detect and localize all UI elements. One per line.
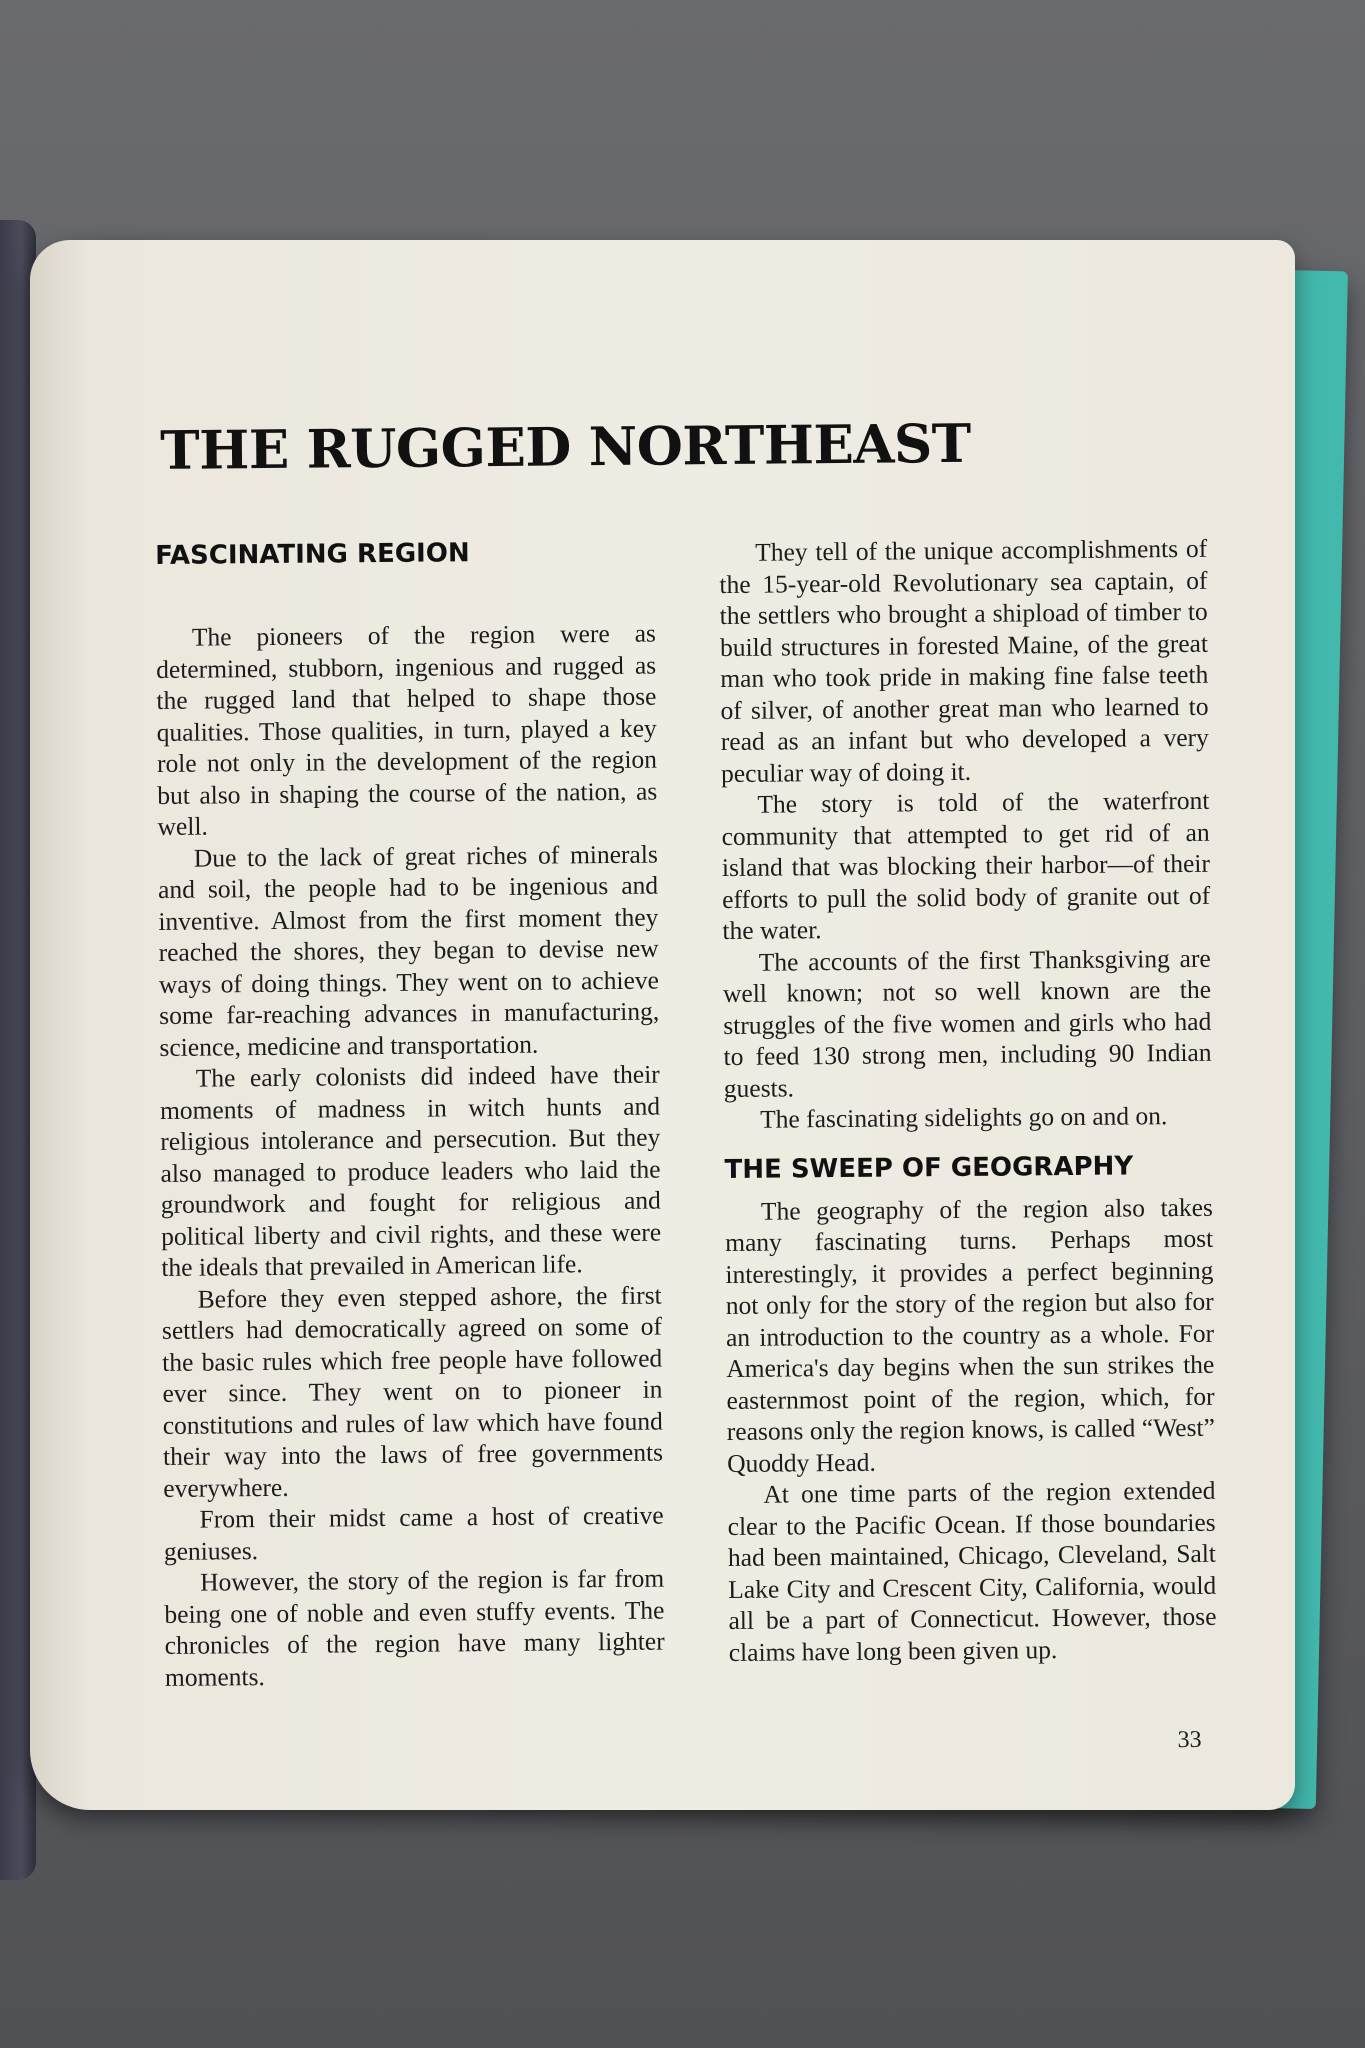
paragraph: The accounts of the first Thanksgiving are well known; not so well known are the struggles of the five women and girls who had to feed 130 strong men, including 90 Indian guests.: [722, 943, 1212, 1103]
section-heading-fascinating-region: FASCINATING REGION: [155, 538, 470, 571]
right-column: [719, 533, 1217, 1668]
paragraph: At one time parts of the region extended clear to the Pacific Ocean. If those boundaries had been maintained, Chicago, Cleveland, Salt Lake City and Crescent City, California, would all be a part of Connecticut. However, those claims have long been given up.: [727, 1475, 1217, 1667]
left-column: [155, 536, 665, 1693]
paragraph: The story is told of the waterfront community that attempted to get rid of an island that was blocking their harbor—of their efforts to pull the solid body of granite out of the water.: [721, 785, 1211, 946]
paragraph: The pioneers of the region were as determined, stubborn, ingenious and rugged as the rugged land that helped to shape those qualities. Those qualities, in turn, played a key role not only in the development of the region but also in shaping the course of the nation, as well.: [156, 618, 658, 841]
page-content: [150, 411, 1222, 1780]
section-heading-sweep-of-geography: THE SWEEP OF GEOGRAPHY: [724, 1150, 1134, 1185]
paragraph: The early colonists did indeed have their moments of madness in witch hunts and religious intolerance and persecution. But they also managed to produce leaders who laid the groundwork and fought for religious and political liberty and civil rights, and these were the ideals that prevailed in American life.: [159, 1059, 662, 1282]
paragraph: They tell of the unique accomplishments of the 15-year-old Revolutionary sea captain, of the settlers who brought a shipload of timber to build structures in forested Maine, of the great man who took pride in making fine false teeth of silver, of another great man who learned to read as an infant but who developed a very peculiar way of doing it.: [719, 533, 1209, 788]
paragraph: Before they even stepped ashore, the first settlers had democratically agreed on some of the basic rules which free people have followed ever since. They went on to pioneer in constitutions and rules of law which have found their way into the laws of free governments everywhere.: [161, 1280, 664, 1503]
paragraph: The fascinating sidelights go on and on.: [759, 1101, 1168, 1134]
paragraph: Due to the lack of great riches of minerals and soil, the people had to be ingenious and inventive. Almost from the first moment they reached the shores, they began to devise new ways of doing things. They went on to achieve some far-reaching advances in manufacturing, science, medicine and transportation.: [157, 839, 660, 1062]
page-number: 33: [1177, 1726, 1202, 1754]
paragraph: From their midst came a host of creative geniuses.: [163, 1500, 664, 1566]
paragraph: However, the story of the region is far from being one of noble and even stuffy events. The chronicles of the region have many lighter moments.: [164, 1563, 665, 1692]
page-title: THE RUGGED NORTHEAST: [159, 412, 971, 482]
paragraph: The geography of the region also takes many fascinating turns. Perhaps most interestingly, it provides a perfect beginning not only for the story of the region but also for an introduction to the country as a whole. For America's day begins when the sun strikes the easternmost point of the region, which, for reasons only the region knows, is called “West” Quoddy Head.: [725, 1192, 1215, 1478]
